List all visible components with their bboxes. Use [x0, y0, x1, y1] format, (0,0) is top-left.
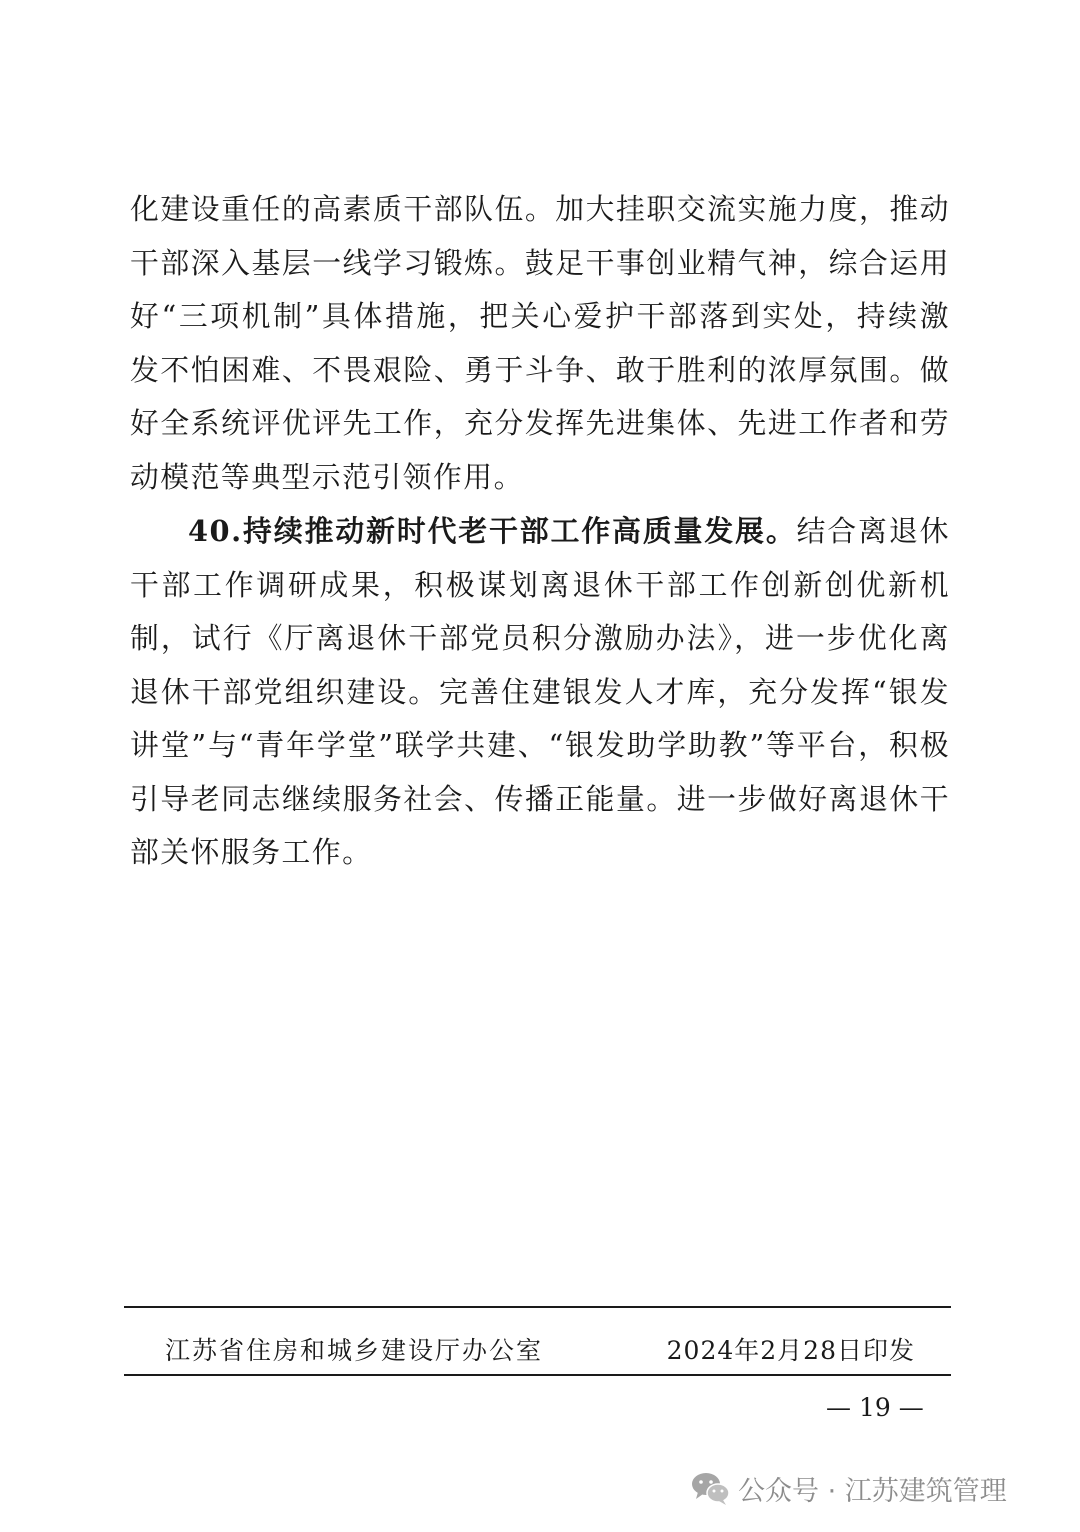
watermark-text: 公众号 · 江苏建筑管理: [738, 1475, 1007, 1507]
body-paragraph: [130, 505, 950, 880]
footer-bottom-rule: [124, 1374, 951, 1376]
wechat-icon: [690, 1470, 730, 1506]
page-number: — 19 —: [826, 1393, 924, 1422]
wechat-watermark: [690, 1466, 1007, 1510]
body-paragraph: 化建设重任的高素质干部队伍。加大挂职交流实施力度，推动干部深入基层一线学习锻炼。鼓足干事创业精气神，综合运用好“三项机制”具体措施，把关心爱护干部落到实处，持续激发不怕困难、不畏艰险、勇于斗争、敢于胜利的浓厚氛围。做好全系统评优评先工作，充分发挥先进集体、先进工作者和劳动模范等典型示范引领作用。: [130, 192, 950, 494]
issue-date: 2024年2月28日印发: [666, 1336, 915, 1365]
section-heading: 40.持续推动新时代老干部工作高质量发展。: [188, 514, 797, 548]
issuer-name: 江苏省住房和城乡建设厅办公室: [165, 1336, 544, 1365]
footer-top-rule: [124, 1306, 951, 1308]
section-body: 结合离退休干部工作调研成果，积极谋划离退休干部工作创新创优新机制，试行《厅离退休干部党员积分激励办法》，进一步优化离退休干部党组织建设。完善住建银发人才库，充分发挥“银发讲堂”与“青年学堂”联学共建、“银发助学助教”等平台，积极引导老同志继续服务社会、传播正能量。进一步做好离退休干部关怀服务工作。: [130, 514, 950, 869]
